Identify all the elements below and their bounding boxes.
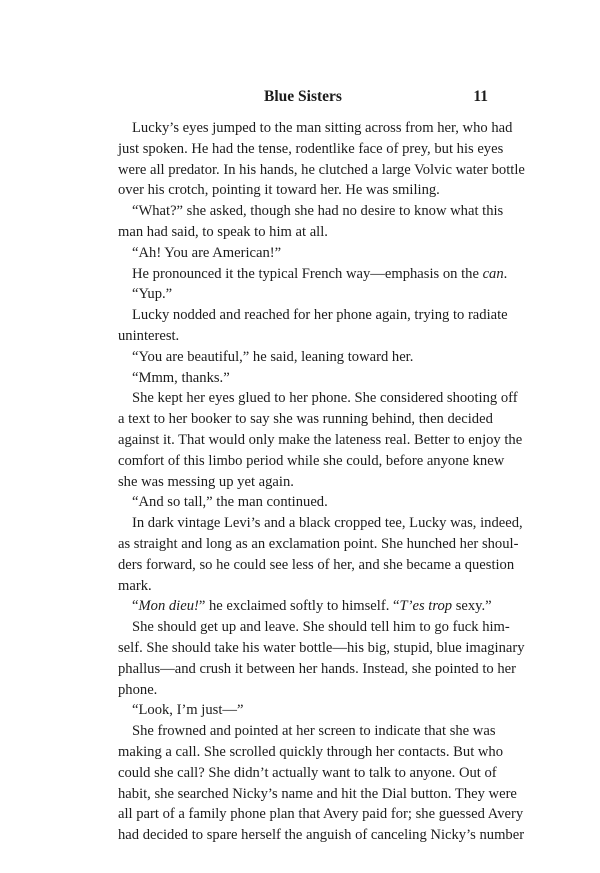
- running-head-title: Blue Sisters: [264, 88, 342, 105]
- text-line: ders forward, so he could see less of her, and she became a question: [118, 556, 515, 573]
- italic-text: Mon dieu!: [138, 598, 199, 615]
- text-line: comfort of this limbo period while she could, before anyone knew: [118, 452, 505, 469]
- text-line: She frowned and pointed at her screen to indicate that she was: [132, 723, 496, 740]
- text-line: man had said, to speak to him at all.: [118, 223, 328, 240]
- text-line: “Look, I’m just—”: [132, 702, 244, 719]
- text-line: In dark vintage Levi’s and a black cropped tee, Lucky was, indeed,: [132, 515, 523, 532]
- text-line: were all predator. In his hands, he clutched a large Volvic water bottle: [118, 161, 525, 178]
- running-head: [118, 88, 488, 108]
- text-line: a text to her booker to say she was running behind, then decided: [118, 411, 493, 428]
- text-line: He pronounced it the typical French way—emphasis on the can.: [132, 265, 508, 282]
- text-line: “Yup.”: [132, 286, 173, 303]
- text-line: all part of a family phone plan that Avery paid for; she guessed Avery: [118, 806, 524, 823]
- text-line: she was messing up yet again.: [118, 473, 294, 490]
- text-line: “Ah! You are American!”: [132, 244, 282, 261]
- text-line: phallus—and crush it between her hands. Instead, she pointed to her: [118, 660, 516, 677]
- text-line: could she call? She didn’t actually want to talk to anyone. Out of: [118, 764, 497, 781]
- text-line: uninterest.: [118, 327, 180, 344]
- text-line: making a call. She scrolled quickly through her contacts. But who: [118, 743, 504, 760]
- text-line: habit, she searched Nicky’s name and hit the Dial button. They were: [118, 785, 517, 802]
- text-line: “Mon dieu!” he exclaimed softly to himself. “T’es trop sexy.”: [132, 598, 492, 615]
- text-line: “What?” she asked, though she had no desire to know what this: [132, 203, 504, 220]
- text-line: She kept her eyes glued to her phone. She considered shooting off: [132, 390, 518, 407]
- italic-text: T’es trop: [399, 598, 453, 615]
- body-text: [118, 118, 525, 846]
- page-number: 11: [473, 88, 488, 105]
- text-line: Lucky nodded and reached for her phone again, trying to radiate: [132, 307, 508, 324]
- text-line: Lucky’s eyes jumped to the man sitting across from her, who had: [132, 120, 513, 136]
- text-line: just spoken. He had the tense, rodentlike face of prey, but his eyes: [118, 140, 504, 157]
- text-line: over his crotch, pointing it toward her. He was smiling.: [118, 182, 440, 199]
- text-line: phone.: [118, 681, 158, 698]
- text-line: “Mmm, thanks.”: [132, 369, 230, 386]
- text-line: had decided to spare herself the anguish of canceling Nicky’s number: [118, 827, 525, 844]
- text-line: self. She should take his water bottle—his big, stupid, blue imaginary: [118, 639, 525, 656]
- text-line: “You are beautiful,” he said, leaning toward her.: [132, 348, 414, 365]
- text-line: She should get up and leave. She should tell him to go fuck him-: [132, 619, 510, 636]
- italic-text: can: [482, 265, 504, 282]
- text-line: “And so tall,” the man continued.: [132, 494, 328, 511]
- text-line: as straight and long as an exclamation point. She hunched her shoul-: [118, 535, 519, 552]
- text-line: against it. That would only make the lateness real. Better to enjoy the: [118, 431, 523, 448]
- text-line: mark.: [118, 577, 152, 594]
